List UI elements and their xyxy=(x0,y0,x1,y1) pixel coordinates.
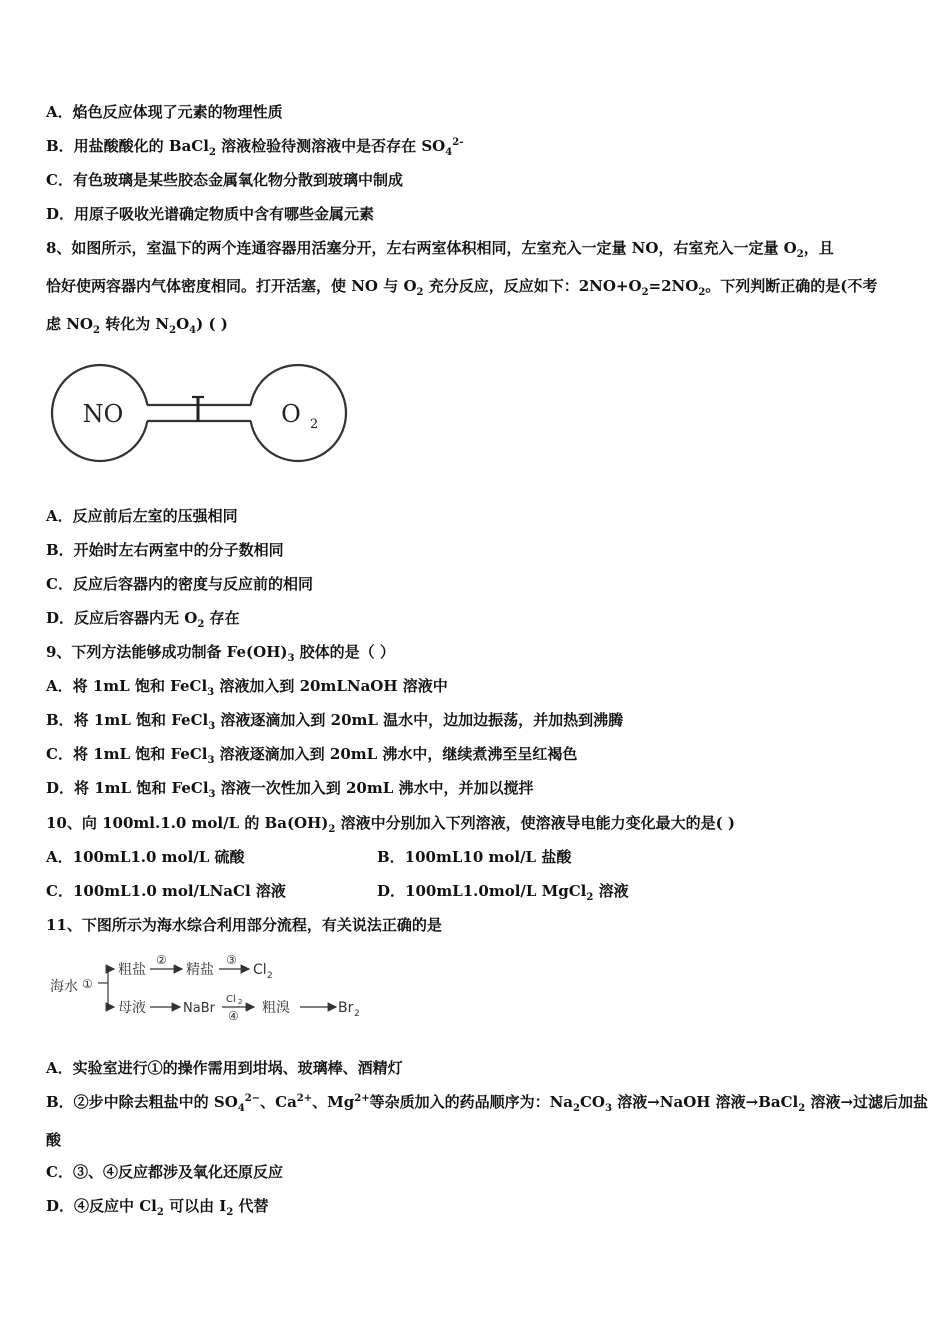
subscript: 2 xyxy=(641,287,649,298)
left-vessel-label: NO xyxy=(82,400,124,428)
text-seg: 、Ca xyxy=(260,1093,297,1111)
q10-option-a: A．100mL1.0 mol/L 硫酸 xyxy=(46,848,245,866)
flow-reagent4: Cl xyxy=(226,994,236,1005)
q8-option-b: B．开始时左右两室中的分子数相同 xyxy=(46,541,284,559)
right-vessel-label: O xyxy=(281,400,301,428)
text-seg: 8、如图所示，室温下的两个连通容器用活塞分开，左右两室体积相同，左室充入一定量 NO，右室充入一定量 O xyxy=(46,239,797,257)
q11-option-b-line1 xyxy=(46,1092,928,1112)
text-seg: 。下列判断正确的是(不考 xyxy=(705,277,878,295)
flow-mother-liquor: 母液 xyxy=(118,1000,146,1016)
text-seg: B．②步中除去粗盐中的 SO xyxy=(46,1093,238,1111)
q7-option-c: C．有色玻璃是某些胶态金属氧化物分散到玻璃中制成 xyxy=(46,171,403,189)
text-seg: O xyxy=(176,315,190,333)
subscript: 2 xyxy=(698,287,706,298)
text-seg: 虑 NO xyxy=(46,315,93,333)
flow-step1: ① xyxy=(82,977,93,991)
q10-option-d xyxy=(377,881,629,901)
text-seg: 、Mg xyxy=(312,1093,355,1111)
text-seg: 10、向 100ml.1.0 mol/L 的 Ba(OH) xyxy=(46,814,329,832)
subscript: 2 xyxy=(416,287,424,298)
q10-option-b: B．100mL10 mol/L 盐酸 xyxy=(377,848,572,866)
flow-step3: ③ xyxy=(226,953,237,967)
text-seg: D．将 1mL 饱和 FeCl xyxy=(46,779,209,797)
q11-option-b-line2: 酸 xyxy=(46,1131,62,1149)
subscript: 2 xyxy=(328,824,336,835)
flow-seawater: 海水 xyxy=(50,979,78,995)
flow-cl2: Cl xyxy=(253,962,267,978)
subscript: 3 xyxy=(287,653,295,664)
q8-stem-line3 xyxy=(46,314,228,334)
q8-option-a: A．反应前后左室的压强相同 xyxy=(46,507,238,525)
subscript: 2 xyxy=(798,1103,806,1114)
q8-option-d xyxy=(46,608,240,628)
subscript: 2 xyxy=(208,147,216,158)
superscript: 2− xyxy=(244,1093,261,1104)
text-seg: 溶液 xyxy=(593,882,629,900)
flow-crude-salt: 粗盐 xyxy=(118,962,146,978)
subscript: 2 xyxy=(586,892,594,903)
flow-step4: ④ xyxy=(228,1009,239,1023)
text-seg: CO xyxy=(579,1093,605,1111)
text-seg: 恰好使两容器内气体密度相同。打开活塞，使 NO 与 O xyxy=(46,277,417,295)
subscript: 3 xyxy=(208,721,216,732)
flow-crude-bromine: 粗溴 xyxy=(262,1000,290,1016)
text-seg: D．100mL1.0mol/L MgCl xyxy=(377,882,587,900)
q7-option-a: A．焰色反应体现了元素的物理性质 xyxy=(46,103,283,121)
text-seg: ，且 xyxy=(803,239,834,257)
text-seg: 存在 xyxy=(204,609,240,627)
text-seg: 胶体的是（ ） xyxy=(294,643,395,661)
text-seg: 溶液中分别加入下列溶液，使溶液导电能力变化最大的是( ) xyxy=(335,814,736,832)
q10-stem xyxy=(46,813,735,833)
q9-option-b xyxy=(46,710,623,730)
q8-stem-line1 xyxy=(46,238,834,258)
q11-stem: 11、下图所示为海水综合利用部分流程，有关说法正确的是 xyxy=(46,916,442,934)
q9-stem xyxy=(46,642,395,662)
subscript: 4 xyxy=(445,147,453,158)
text-seg: 等杂质加入的药品顺序为：Na xyxy=(369,1093,574,1111)
flow-cl2-sub: 2 xyxy=(267,971,273,981)
text-seg: 转化为 N xyxy=(99,315,170,333)
connected-vessels-diagram xyxy=(48,360,350,470)
right-vessel-label-sub: 2 xyxy=(310,417,319,432)
text-seg: 溶液加入到 20mLNaOH 溶液中 xyxy=(214,677,448,695)
text-seg: 溶液检验待测溶液中是否存在 SO xyxy=(215,137,446,155)
subscript: 2 xyxy=(226,1207,234,1218)
text-seg: 溶液逐滴加入到 20mL 温水中，边加边振荡，并加热到沸腾 xyxy=(215,711,624,729)
flow-refined-salt: 精盐 xyxy=(186,962,214,978)
subscript: 4 xyxy=(189,325,197,336)
q10-option-c: C．100mL1.0 mol/LNaCl 溶液 xyxy=(46,882,286,900)
q9-option-a xyxy=(46,676,448,696)
flow-br2: Br xyxy=(338,1000,354,1016)
flow-step2: ② xyxy=(156,953,167,967)
q8-stem-line2 xyxy=(46,276,877,296)
superscript: 2+ xyxy=(296,1093,313,1104)
subscript: 3 xyxy=(207,755,215,766)
text-seg: 代替 xyxy=(233,1197,269,1215)
q9-option-d xyxy=(46,778,533,798)
q11-option-a: A．实验室进行①的操作需用到坩埚、玻璃棒、酒精灯 xyxy=(46,1059,403,1077)
text-seg: B．用盐酸酸化的 BaCl xyxy=(46,137,209,155)
subscript: 2 xyxy=(197,619,205,630)
text-seg: B．将 1mL 饱和 FeCl xyxy=(46,711,209,729)
text-seg: 溶液→过滤后加盐 xyxy=(805,1093,929,1111)
flow-br2-sub: 2 xyxy=(354,1009,360,1019)
q7-option-b xyxy=(46,136,463,156)
subscript: 2 xyxy=(156,1207,164,1218)
flow-reagent4-sub: 2 xyxy=(238,998,243,1006)
q11-option-d xyxy=(46,1196,269,1216)
subscript: 2 xyxy=(796,249,804,260)
subscript: 3 xyxy=(208,789,216,800)
text-seg: ) ( ) xyxy=(196,315,228,333)
subscript: 2 xyxy=(573,1103,580,1114)
superscript: 2+ xyxy=(354,1093,370,1104)
subscript: 3 xyxy=(207,687,215,698)
text-seg: =2NO xyxy=(648,277,699,295)
text-seg: 溶液一次性加入到 20mL 沸水中，并加以搅拌 xyxy=(215,779,534,797)
flow-nabr: NaBr xyxy=(183,1001,215,1016)
subscript: 3 xyxy=(605,1103,612,1114)
text-seg: 溶液逐滴加入到 20mL 沸水中，继续煮沸至呈红褐色 xyxy=(214,745,578,763)
q8-option-c: C．反应后容器内的密度与反应前的相同 xyxy=(46,575,313,593)
text-seg: 可以由 I xyxy=(163,1197,227,1215)
subscript: 4 xyxy=(237,1103,245,1114)
q7-option-d: D．用原子吸收光谱确定物质中含有哪些金属元素 xyxy=(46,205,375,223)
q9-option-c xyxy=(46,744,577,764)
subscript: 2 xyxy=(169,325,177,336)
text-seg: A．将 1mL 饱和 FeCl xyxy=(46,677,208,695)
q11-option-c: C．③、④反应都涉及氧化还原反应 xyxy=(46,1163,283,1181)
text-seg: 溶液→NaOH 溶液→BaCl xyxy=(611,1093,799,1111)
seawater-flowchart xyxy=(46,952,376,1027)
text-seg: D．④反应中 Cl xyxy=(46,1197,157,1215)
text-seg: 9、下列方法能够成功制备 Fe(OH) xyxy=(46,643,288,661)
text-seg: 充分反应，反应如下：2NO+O xyxy=(423,277,642,295)
text-seg: C．将 1mL 饱和 FeCl xyxy=(46,745,208,763)
text-seg: D．反应后容器内无 O xyxy=(46,609,198,627)
subscript: 2 xyxy=(93,325,100,336)
superscript: 2- xyxy=(452,137,464,148)
